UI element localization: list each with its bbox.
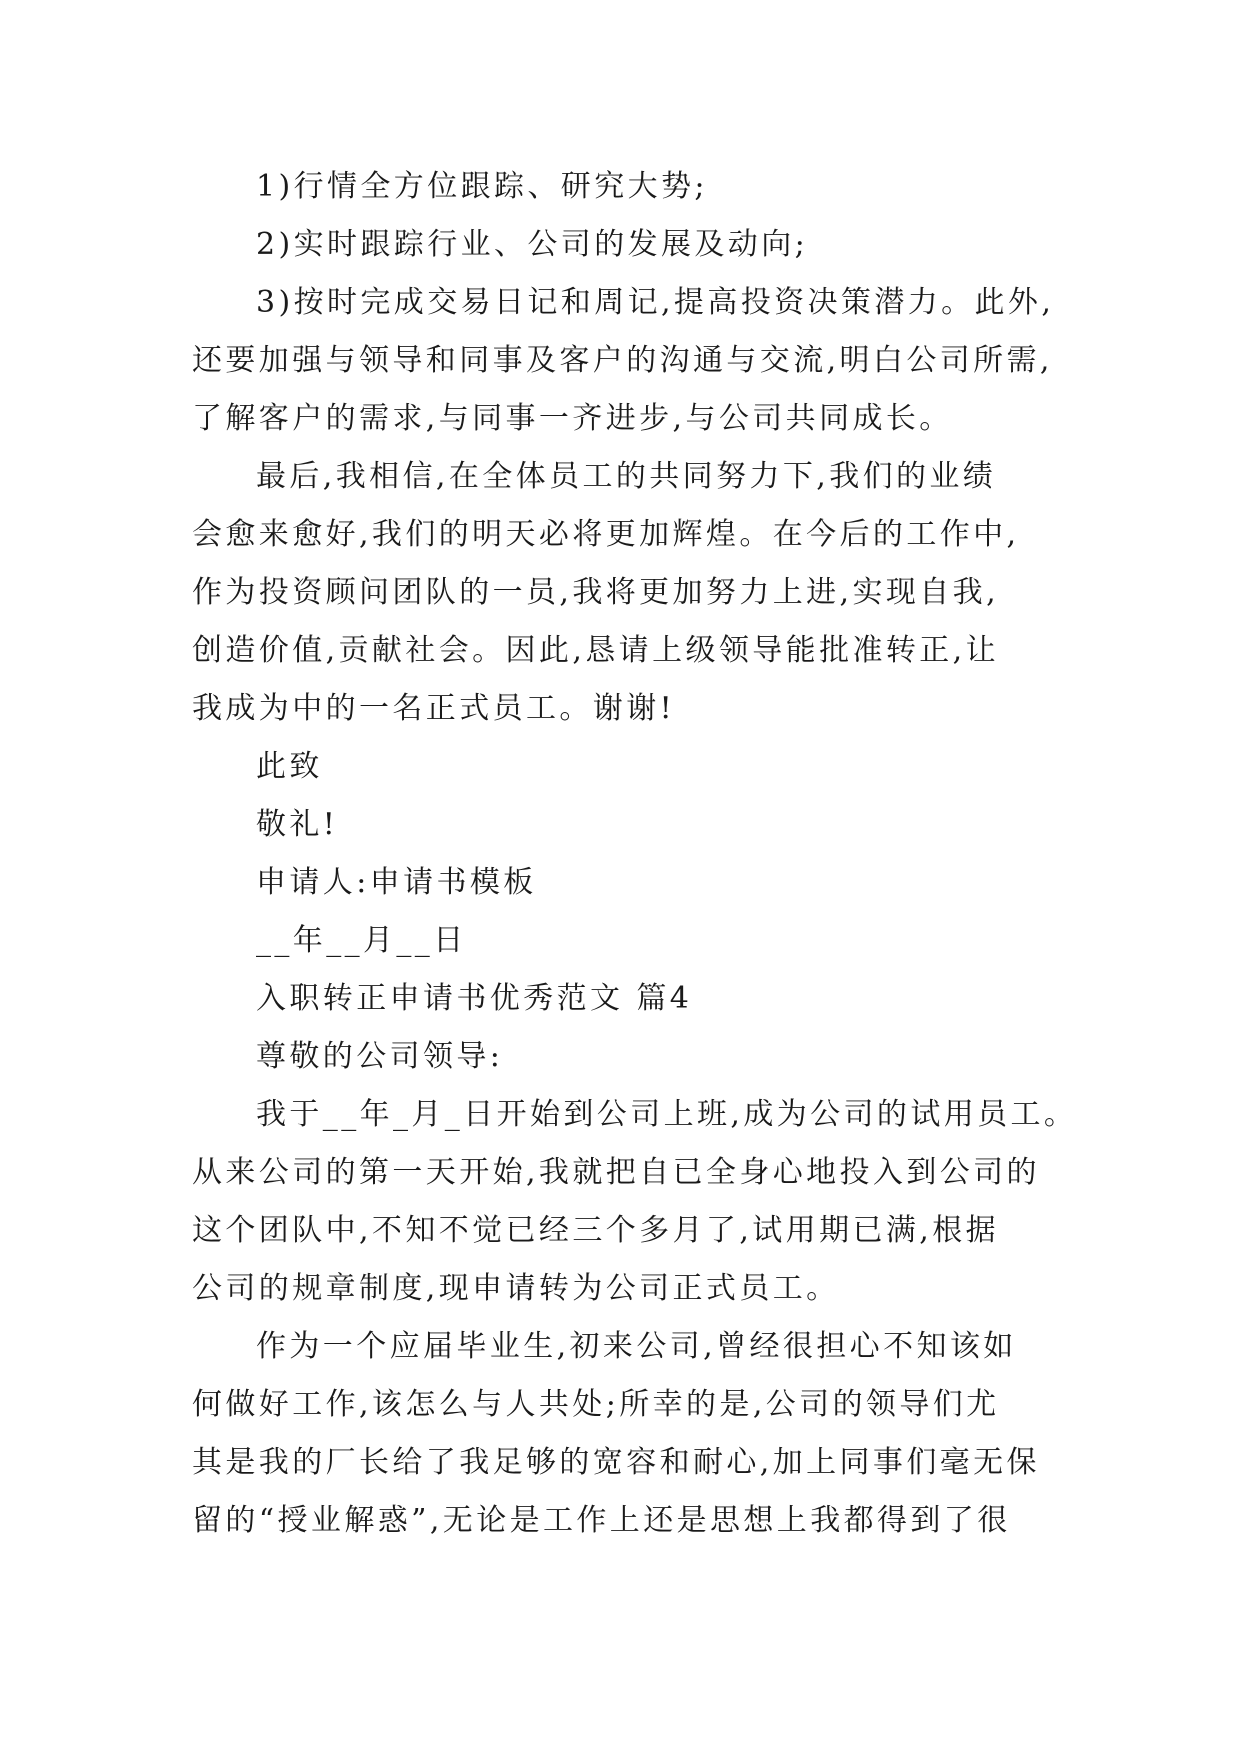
- paragraph-line: 这个团队中,不知不觉已经三个多月了,试用期已满,根据: [192, 1213, 1000, 1248]
- paragraph-line: 会愈来愈好,我们的明天必将更加辉煌。在今后的工作中,: [192, 517, 1020, 552]
- paragraph-line: 我成为中的一名正式员工。谢谢!: [192, 691, 676, 726]
- paragraph-line: 留的“授业解惑”,无论是工作上还是思想上我都得到了很: [192, 1503, 1011, 1538]
- paragraph-line: 其是我的厂长给了我足够的宽容和耐心,加上同事们毫无保: [192, 1445, 1040, 1480]
- paragraph-line: 从来公司的第一天开始,我就把自已全身心地投入到公司的: [192, 1155, 1040, 1190]
- date-line: __年__月__日: [256, 923, 467, 958]
- list-item-3: 3)按时完成交易日记和周记,提高投资决策潜力。此外,: [256, 285, 1055, 320]
- paragraph-line: 创造价值,贡献社会。因此,恳请上级领导能批准转正,让: [192, 633, 1000, 668]
- paragraph-line: 还要加强与领导和同事及客户的沟通与交流,明白公司所需,: [192, 343, 1053, 378]
- paragraph-line: 了解客户的需求,与同事一齐进步,与公司共同成长。: [192, 401, 953, 436]
- paragraph-line: 何做好工作,该怎么与人共处;所幸的是,公司的领导们尤: [192, 1387, 1000, 1422]
- closing-salutation: 此致: [256, 749, 323, 784]
- paragraph-line: 作为投资顾问团队的一员,我将更加努力上进,实现自我,: [192, 575, 1000, 610]
- list-item-1: 1)行情全方位跟踪、研究大势;: [256, 169, 708, 204]
- applicant-signature: 申请人:申请书模板: [256, 865, 537, 900]
- letter-greeting: 尊敬的公司领导:: [256, 1039, 504, 1074]
- paragraph-line: 公司的规章制度,现申请转为公司正式员工。: [192, 1271, 840, 1306]
- paragraph-line: 我于__年_月_日开始到公司上班,成为公司的试用员工。: [256, 1097, 1078, 1132]
- paragraph-line: 作为一个应届毕业生,初来公司,曾经很担心不知该如: [256, 1329, 1017, 1364]
- list-item-2: 2)实时跟踪行业、公司的发展及动向;: [256, 227, 809, 262]
- closing-regards: 敬礼!: [256, 807, 339, 842]
- section-heading: 入职转正申请书优秀范文 篇4: [256, 981, 693, 1016]
- paragraph-line: 最后,我相信,在全体员工的共同努力下,我们的业绩: [256, 459, 997, 494]
